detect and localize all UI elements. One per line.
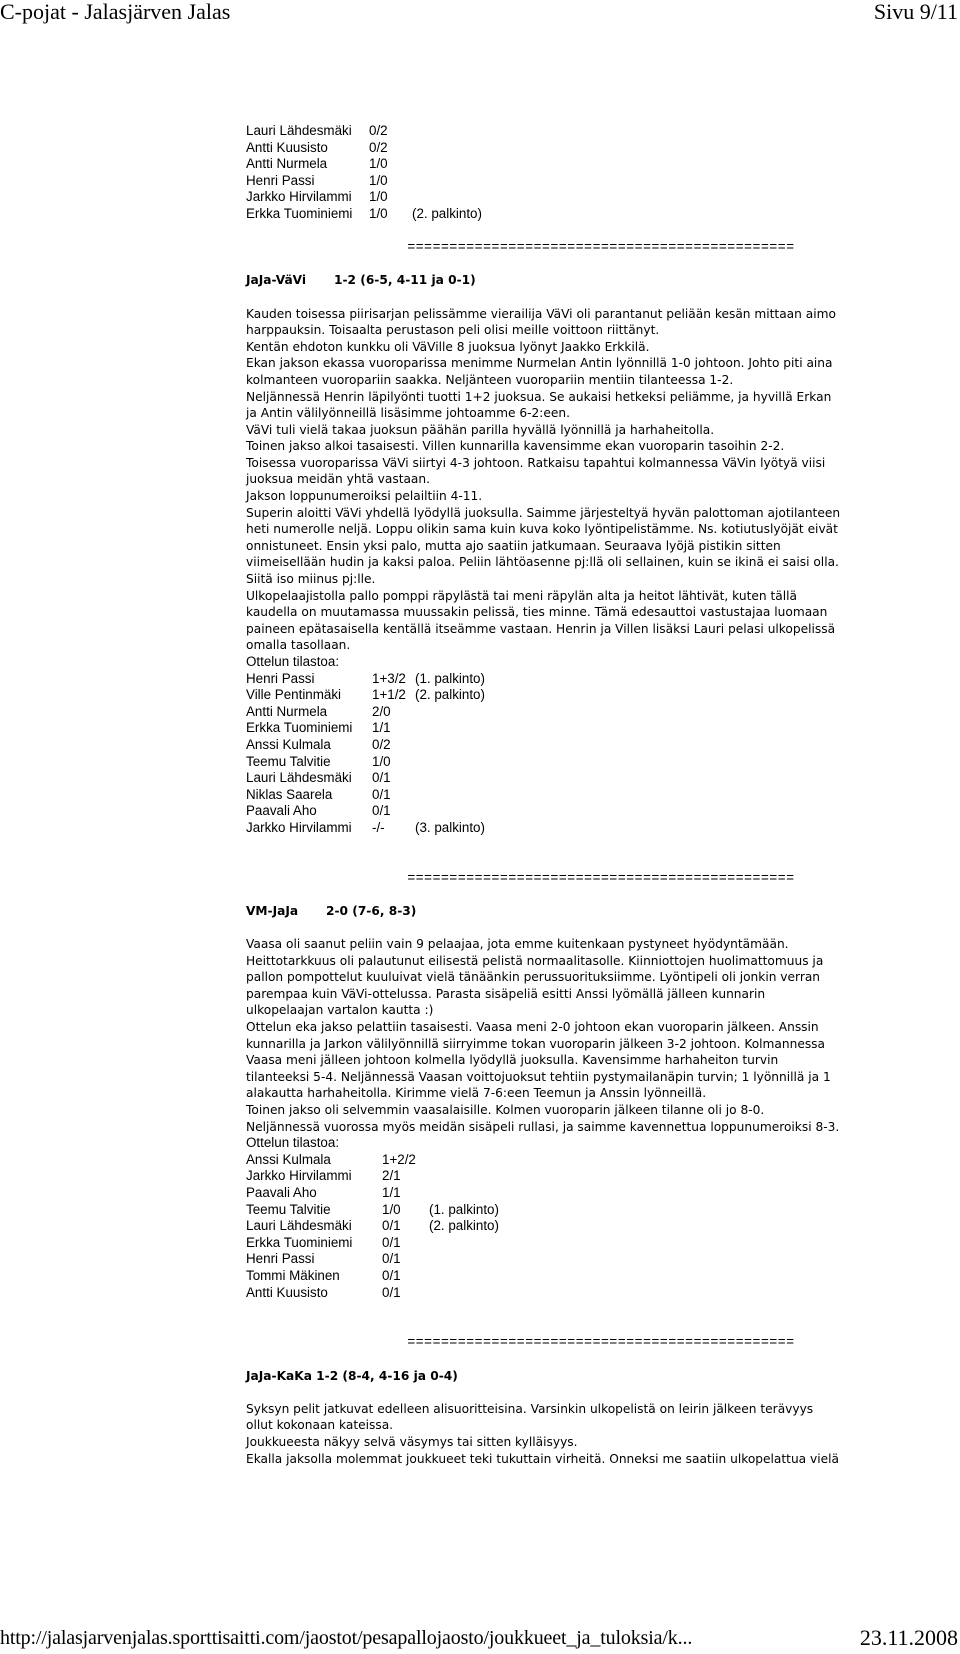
text-line: ulkopelaajan vartalon kautta :): [246, 1003, 434, 1018]
text-line: VäVi tuli vielä takaa juoksun päähän parilla hyvällä lyönnillä ja harhaheitolla.: [246, 422, 715, 437]
player-score: 0/1: [382, 1218, 401, 1234]
text-line: Jakson loppunumeroiksi pelailtiin 4-11.: [246, 489, 483, 504]
player-name: Anssi Kulmala: [246, 1151, 331, 1167]
text-line: Toinen jakso oli selvemmin vaasalaisille. Kolmen vuoroparin jälkeen tilanne oli jo 8-0.: [246, 1103, 765, 1118]
player-score: 1/0: [369, 205, 388, 221]
text-line: harppauksin. Toisaalta perustason peli olisi meille voittoon riittänyt.: [246, 323, 660, 338]
player-name: Henri Passi: [246, 1251, 315, 1267]
document-body: [246, 123, 936, 1467]
match-report: [246, 936, 936, 1135]
text-line: parempaa kuin VäVi-ottelussa. Parasta sisäpeliä esitti Anssi lyömällä jälleen kunnarin: [246, 986, 766, 1001]
stat-row: [246, 1235, 936, 1252]
stat-row: [246, 206, 936, 223]
stat-row: [246, 1168, 936, 1185]
player-name: Jarkko Hirvilammi: [246, 819, 352, 835]
stat-row: [246, 189, 936, 206]
player-name: Teemu Talvitie: [246, 753, 331, 769]
stat-row: [246, 770, 936, 787]
player-name: Lauri Lähdesmäki: [246, 123, 352, 138]
stat-row: [246, 1185, 936, 1202]
player-name: Henri Passi: [246, 172, 315, 188]
text-line: Kauden toisessa piirisarjan pelissämme vierailija VäVi oli parantanut peliään kesän mittaan aimo: [246, 306, 836, 321]
stat-row: [246, 123, 936, 140]
award-note: (2. palkinto): [429, 1218, 499, 1234]
player-name: Ville Pentinmäki: [246, 687, 342, 703]
player-score: 1/0: [382, 1201, 401, 1217]
player-name: Erkka Tuominiemi: [246, 205, 353, 221]
player-name: Antti Nurmela: [246, 156, 328, 172]
match-report: [246, 1401, 936, 1467]
player-name: Jarkko Hirvilammi: [246, 189, 352, 205]
stat-row: [246, 754, 936, 771]
player-name: Antti Kuusisto: [246, 139, 328, 155]
match-report: [246, 306, 936, 654]
text-line: paineen epätasaisella kentällä itseämme vastaan. Henrin ja Villen lisäksi Lauri pelasi ulkopelissä: [246, 621, 836, 636]
match-heading: [246, 903, 936, 920]
stat-row: [246, 803, 936, 820]
text-line: Syksyn pelit jatkuvat edelleen alisuoritteisina. Varsinkin ulkopelistä on leirin jälkeen terävyys: [246, 1401, 814, 1416]
text-line: Vaasa oli saanut peliin vain 9 pelaajaa, jota emme kuitenkaan pystyneet hyödyntämään.: [246, 937, 789, 952]
stats-list-2: [246, 671, 936, 837]
player-name: Erkka Tuominiemi: [246, 1234, 353, 1250]
stat-row: [246, 1251, 936, 1268]
separator: ==============================================: [407, 239, 795, 255]
player-score: 1+2/2: [382, 1151, 416, 1167]
player-score: 1/1: [372, 720, 391, 736]
player-score: 0/2: [369, 123, 388, 138]
stat-row: [246, 704, 936, 721]
award-note: (2. palkinto): [415, 687, 485, 703]
player-score: 0/1: [382, 1284, 401, 1300]
text-line: Toinen jakso alkoi tasaisesti. Villen kunnarilla kavensimme ekan vuoroparin tasoihin 2-2.: [246, 439, 785, 454]
match-result: 1-2 (6-5, 4-11 ja 0-1): [334, 273, 476, 288]
text-line: pallon pompottelut kuuluivat vielä tänäänkin perussuorituksiimme. Lyöntipeli oli jonkin verran: [246, 970, 821, 985]
text-line: alakautta harhaheitolla. Kirimme vielä 7-6:een Teemun ja Anssin lyönneillä.: [246, 1086, 707, 1101]
page-header: [0, 0, 960, 26]
player-score: 0/2: [372, 736, 391, 752]
text-line: Ottelun eka jakso pelattiin tasaisesti. Vaasa meni 2-0 johtoon ekan vuoroparin jälkeen. Anssin: [246, 1020, 819, 1035]
player-score: 0/1: [372, 786, 391, 802]
text-line: Joukkueesta näkyy selvä väsymys tai sitten kylläisyys.: [246, 1434, 578, 1449]
text-line: viimeisellään hudin ja kaksi paloa. Peliin lähtöasenne pj:llä oli sellainen, kuin se ikinä ei saisi olla.: [246, 555, 839, 570]
text-line: Ekan jakson ekassa vuoroparissa menimme Nurmelan Antin lyönnillä 1-0 johtoon. Johto piti aina: [246, 356, 833, 371]
text-line: Ekalla jaksolla molemmat joukkueet teki tukuttain virheitä. Onneksi me saatiin ulkopelattua vielä: [246, 1451, 839, 1466]
text-line: ja Antin välilyönneillä lisäsimme johtoamme 6-2:een.: [246, 406, 570, 421]
player-score: 2/0: [372, 703, 391, 719]
player-name: Teemu Talvitie: [246, 1201, 331, 1217]
player-name: Niklas Saarela: [246, 786, 333, 802]
text-line: Neljännessä vuorossa myös meidän sisäpeli rullasi, ja saimme kavennettua loppunumeroiksi 8-3.: [246, 1119, 840, 1134]
stat-row: [246, 671, 936, 688]
text-line: ollut kokonaan kateissa.: [246, 1418, 394, 1433]
text-line: Ulkopelaajistolla pallo pomppi räpylästä tai meni räpylän alta ja heitot lähtivät, kuten tällä: [246, 588, 797, 603]
stat-row: [246, 1152, 936, 1169]
player-score: 0/1: [382, 1267, 401, 1283]
stat-row: [246, 720, 936, 737]
stat-row: [246, 787, 936, 804]
player-score: 0/2: [369, 139, 388, 155]
text-line: Heittotarkkuus oli palautunut eilisestä pelistä normaalitasolle. Kiinniottojen huolimattomuus ja: [246, 953, 824, 968]
text-line: tilanteeksi 5-4. Neljännessä Vaasan voittojuoksut tehtiin pystymailanäpin turvin; 1 lyönnillä ja 1: [246, 1069, 831, 1084]
player-score: 0/1: [382, 1251, 401, 1267]
player-score: 1+3/2: [372, 670, 406, 686]
match-stats-title: Ottelun tilastoa:: [246, 1135, 340, 1151]
player-name: Anssi Kulmala: [246, 736, 331, 752]
player-score: 1/0: [369, 172, 388, 188]
player-name: Henri Passi: [246, 670, 315, 686]
footer-url: http://jalasjarvenjalas.sporttisaitti.com/jaostot/pesapallojaosto/joukkueet_ja_tuloksia/k...: [0, 1627, 693, 1649]
player-name: Lauri Lähdesmäki: [246, 770, 352, 786]
stats-list-1: [246, 123, 936, 223]
stat-row: [246, 820, 936, 837]
match-heading: [246, 272, 936, 289]
separator: ==============================================: [407, 1334, 795, 1350]
player-name: Antti Nurmela: [246, 703, 328, 719]
match-result: 2-0 (7-6, 8-3): [326, 903, 417, 918]
text-line: heti numerolle neljä. Loppu olikin sama kuin kuva koko lyöntipelistämme. Ns. kotiutuslyöjät eivät: [246, 522, 838, 537]
player-score: 1/0: [369, 189, 388, 205]
player-score: 1/1: [382, 1185, 401, 1200]
stat-row: [246, 1285, 936, 1302]
player-score: 1/0: [369, 156, 388, 172]
player-score: 1+1/2: [372, 687, 406, 703]
text-line: Neljännessä Henrin läpilyönti tuotti 1+2 juoksua. Se aukaisi hetkeksi peliämme, ja hyvillä Erkan: [246, 389, 832, 404]
match-heading: [246, 1368, 936, 1385]
text-line: juoksua meidän yhtä vastaan.: [246, 472, 431, 487]
player-score: 1/0: [372, 753, 391, 769]
player-name: Tommi Mäkinen: [246, 1267, 340, 1283]
player-name: Paavali Aho: [246, 803, 317, 819]
match-teams: JaJa-VäVi: [246, 273, 307, 288]
player-name: Antti Kuusisto: [246, 1284, 328, 1300]
text-line: Kentän ehdoton kunkku oli VäVille 8 juoksua lyönyt Jaakko Erkkilä.: [246, 339, 650, 354]
player-score: 2/1: [382, 1168, 401, 1184]
stat-row: [246, 737, 936, 754]
player-score: -/-: [372, 819, 385, 835]
player-name: Erkka Tuominiemi: [246, 720, 353, 736]
match-title: JaJa-KaKa 1-2 (8-4, 4-16 ja 0-4): [246, 1368, 458, 1383]
text-line: Siitä iso miinus pj:lle.: [246, 572, 376, 587]
player-score: 0/1: [372, 803, 391, 819]
separator: ==============================================: [407, 869, 795, 885]
text-line: Vaasa meni jälleen johtoon kolmella lyödyllä juoksulla. Kavensimme harhaheiton turvin: [246, 1053, 779, 1068]
stat-row: [246, 140, 936, 157]
stat-row: [246, 1268, 936, 1285]
footer-date: 23.11.2008: [859, 1625, 958, 1650]
text-line: kolmanteen vuoropariin saakka. Neljänteen vuoropariin mentiin tilanteessa 1-2.: [246, 372, 734, 387]
award-note: (2. palkinto): [412, 205, 482, 221]
player-name: Paavali Aho: [246, 1185, 317, 1200]
stats-list-3: [246, 1152, 936, 1301]
match-stats-title: Ottelun tilastoa:: [246, 654, 340, 669]
match-teams: VM-JaJa: [246, 903, 299, 918]
player-score: 0/1: [382, 1234, 401, 1250]
stat-row: [246, 1218, 936, 1235]
text-line: omalla tasollaan.: [246, 638, 351, 653]
player-name: Jarkko Hirvilammi: [246, 1168, 352, 1184]
text-line: kunnarilla ja Jarkon välilyönnillä siirryimme tokan vuoroparin jälkeen 3-2 johtoon. Kolmannessa: [246, 1036, 826, 1051]
player-name: Lauri Lähdesmäki: [246, 1218, 352, 1234]
text-line: kaudella on muutamassa muussakin pelissä, ties minne. Tämä edesauttoi vastustajaa luomaan: [246, 605, 828, 620]
player-score: 0/1: [372, 770, 391, 786]
stat-row: [246, 687, 936, 704]
document-title: C-pojat - Jalasjärven Jalas: [0, 0, 231, 24]
stat-row: [246, 156, 936, 173]
page-number: Sivu 9/11: [873, 0, 958, 24]
text-line: Toisessa vuoroparissa VäVi siirtyi 4-3 johtoon. Ratkaisu tapahtui kolmannessa VäVin lyötyä viisi: [246, 455, 826, 470]
stat-row: [246, 1202, 936, 1219]
stat-row: [246, 173, 936, 190]
page-footer: [0, 1626, 960, 1652]
text-line: Superin aloitti VäVi yhdellä lyödyllä juoksulla. Saimme järjesteltyä hyvän palottoman ajotilanteen: [246, 505, 841, 520]
award-note: (1. palkinto): [415, 670, 485, 686]
award-note: (3. palkinto): [415, 819, 485, 835]
award-note: (1. palkinto): [429, 1201, 499, 1217]
text-line: onnistuneet. Ensin yksi palo, mutta ajo saatiin jatkumaan. Seuraava lyöjä pistikin sitten: [246, 538, 781, 553]
